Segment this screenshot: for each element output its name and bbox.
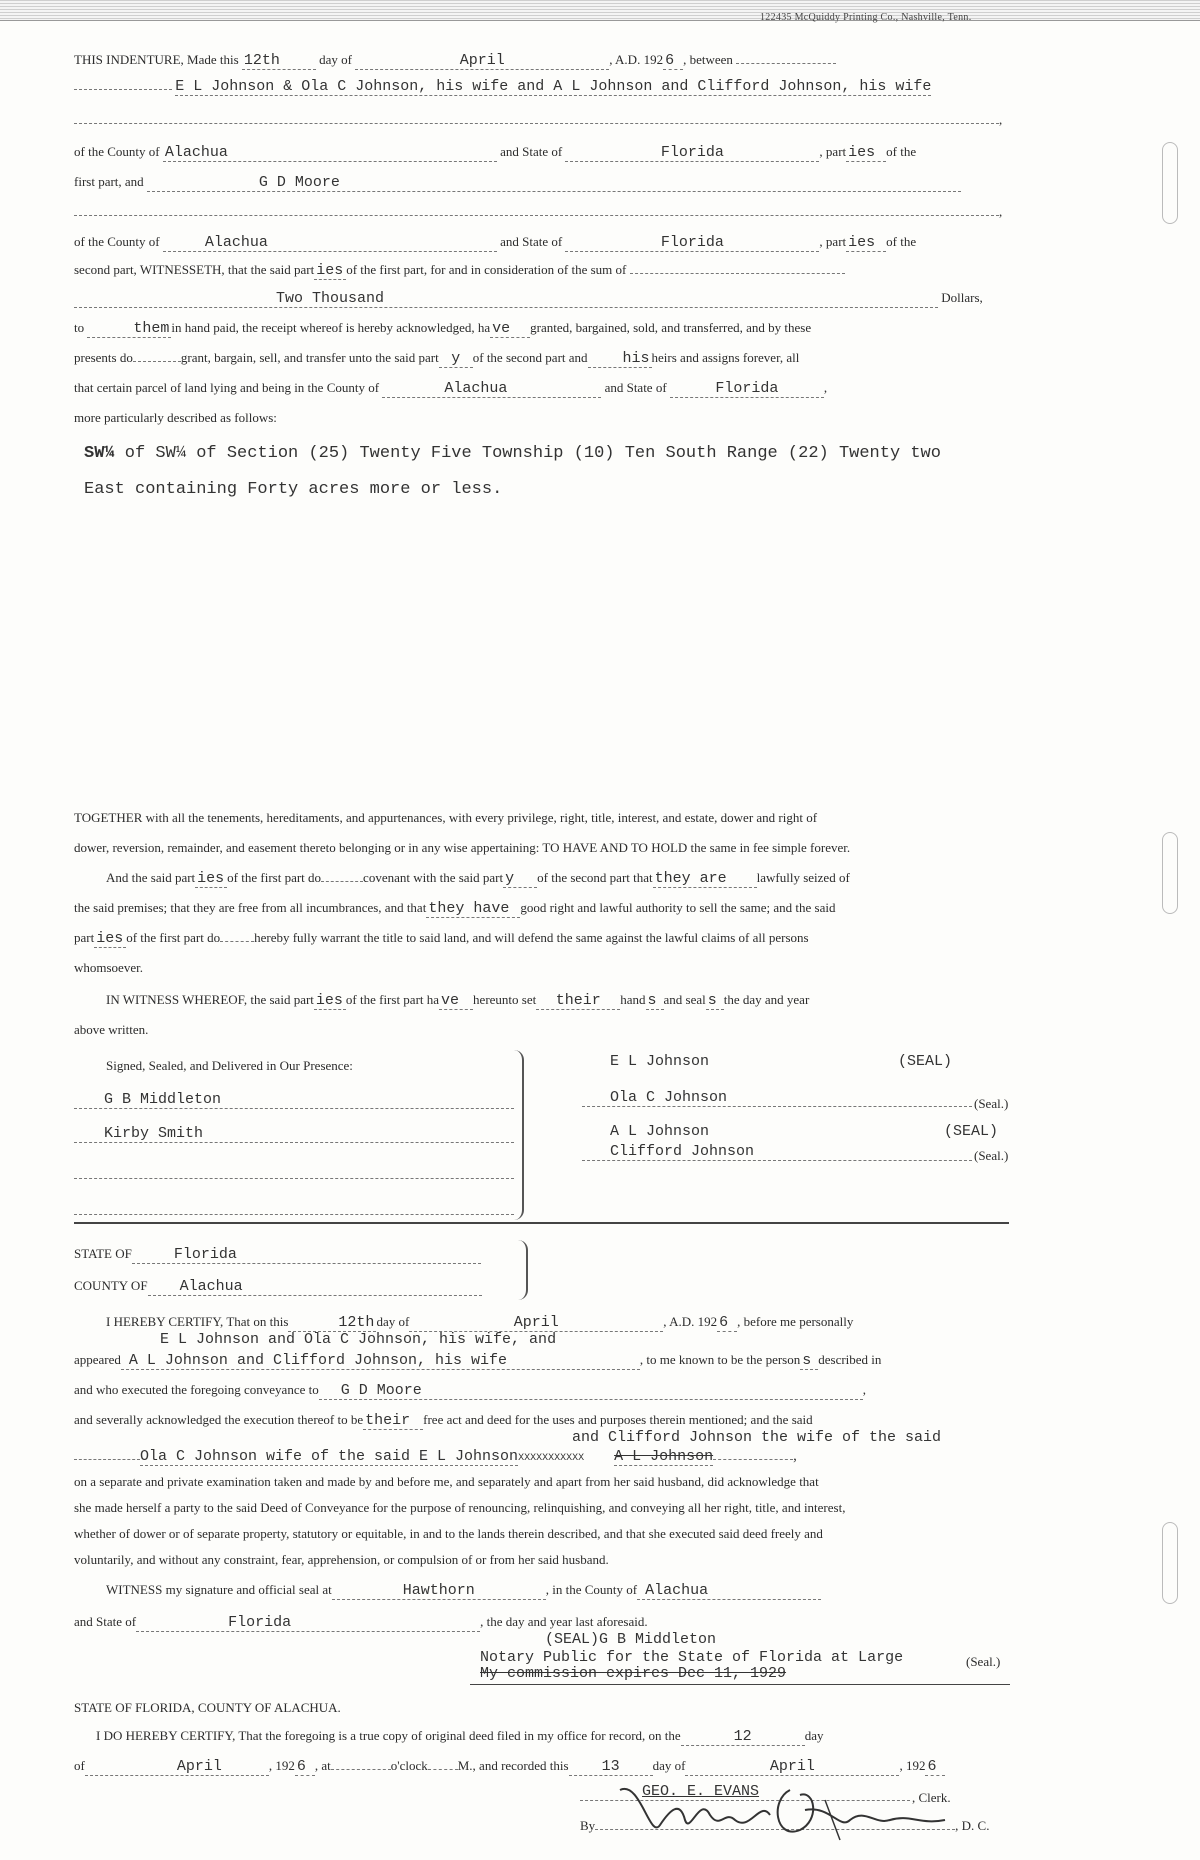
notary-seal: (Seal.): [966, 1654, 1001, 1669]
in-witness-line: IN WITNESS WHEREOF, the said part ies of the first part ha ve hereunto set their hand s and seal s the day and year: [106, 992, 810, 1009]
consideration-sum: Two Thousand: [74, 291, 938, 308]
recording-certify-line: I DO HEREBY CERTIFY, That the foregoing is a true copy of original deed filed in my office for record, on the 12 day: [96, 1728, 824, 1745]
covenant-line-3: part ies of the first part do hereby fully warrant the title to said land, and will defend the same against the lawful claims of all persons: [74, 930, 809, 947]
covenant-line-1: And the said part ies of the first part do covenant with the said part y of the second part that they are lawfully seized of: [106, 870, 850, 887]
deputy-line: By , D. C.: [580, 1818, 990, 1833]
binder-hole-mark: [1162, 832, 1178, 914]
indenture-line-11: presents do grant, bargain, sell, and transfer unto the said part y of the second part and his heirs and assigns forever, all: [74, 350, 800, 367]
notary-rule: [470, 1684, 1010, 1685]
covenant-line-4: whomsoever.: [74, 960, 143, 975]
indenture-line-12: that certain parcel of land lying and being in the County of Alachua and State of Florida ,: [74, 380, 828, 397]
ack-state: STATE OF Florida: [74, 1246, 514, 1264]
legal-description-line-1: SW¼ of SW¼ of Section (25) Twenty Five Township (10) Ten South Range (22) Twenty two: [84, 444, 941, 463]
indenture-line-3: ,: [74, 112, 1009, 128]
state-second-party: Florida: [565, 235, 819, 252]
grantor-signature-4: Clifford Johnson: [582, 1144, 972, 1161]
grantor-signature-3: A L Johnson: [610, 1123, 710, 1140]
indenture-year: 6: [663, 53, 683, 70]
ack-separate-4: voluntarily, and without any constraint, fear, apprehension, or compulsion of or from her said husband.: [74, 1552, 609, 1567]
covenant-line-2: the said premises; that they are free from all incumbrances, and that they have good right and lawful authority to sell the same; and the said: [74, 900, 836, 917]
ack-separate-3: whether of dower or of separate property, statutory or equitable, in and to the lands therein described, and that she executed said deed freely and: [74, 1526, 823, 1541]
ack-appeared-typed-1: E L Johnson and Ola C Johnson, his wife, and: [160, 1331, 557, 1348]
venue-brace: [512, 1240, 528, 1300]
witness-signature-2: Kirby Smith: [74, 1126, 514, 1143]
notary-name: (SEAL)G B Middleton: [545, 1631, 717, 1648]
legal-description: [84, 436, 1004, 508]
indenture-line-8: second part, WITNESSETH, that the said part ies of the first part, for and in consideration of the sum of: [74, 262, 1009, 280]
ack-witness-line: WITNESS my signature and official seal at Hawthorn , in the County of Alachua: [74, 1582, 1009, 1600]
ack-executed-line: and who executed the foregoing conveyance to G D Moore ,: [74, 1382, 866, 1399]
ack-certify-line: I HEREBY CERTIFY, That on this 12th day of April , A.D. 192 6 , before me personally: [106, 1314, 854, 1331]
printer-imprint: 122435 McQuiddy Printing Co., Nashville, Tenn.: [760, 12, 972, 23]
binder-hole-mark: [1162, 142, 1178, 224]
clerk-name: GEO. E. EVANS: [580, 1784, 910, 1801]
recording-heading: STATE OF FLORIDA, COUNTY OF ALACHUA.: [74, 1700, 341, 1715]
section-divider: [74, 1222, 1009, 1224]
indenture-line-2: [74, 78, 1009, 95]
ack-separate-1: on a separate and private examination taken and made by and before me, and separately and apart from her said husband, did acknowledge that: [74, 1474, 819, 1489]
grantee-name: G D Moore: [147, 175, 961, 192]
indenture-month: April: [355, 53, 609, 70]
state-first-party: Florida: [565, 145, 819, 162]
grantor-seal-4: (Seal.): [974, 1148, 1009, 1163]
witness-signature-1: G B Middleton: [74, 1092, 514, 1109]
notary-commission: My commission expires Dec 11, 1929: [480, 1665, 787, 1682]
indenture-line-7: of the County of Alachua and State of Florida , part ies of the: [74, 234, 917, 251]
indenture-line-9: Two Thousand Dollars,: [74, 290, 1009, 308]
clerk-label: , Clerk.: [912, 1790, 951, 1805]
parcel-county: Alachua: [382, 381, 601, 398]
notary-title: Notary Public for the State of Florida at Large: [480, 1649, 904, 1666]
top-border-band: [0, 0, 1200, 21]
indenture-line-4: of the County of Alachua and State of Florida , part ies of the: [74, 144, 917, 161]
grantors-names: E L Johnson & Ola C Johnson, his wife and A L Johnson and Clifford Johnson, his wife: [175, 78, 932, 95]
indenture-line-5: first part, and G D Moore: [74, 174, 1009, 192]
ack-wife-line-top: and Clifford Johnson the wife of the said: [572, 1429, 942, 1446]
grantor-seal-1: (SEAL): [898, 1053, 953, 1070]
together-line-1: TOGETHER with all the tenements, hereditaments, and appurtenances, with every privilege, right, title, interest, and estate, dower and right of: [74, 810, 818, 825]
grantor-signature-2: Ola C Johnson: [582, 1090, 972, 1107]
ack-appeared-line: appeared A L Johnson and Clifford Johnson, his wife , to me known to be the person s described in: [74, 1352, 882, 1369]
ack-county: COUNTY OF Alachua: [74, 1278, 514, 1296]
indenture-line-13: more particularly described as follows:: [74, 410, 277, 425]
indenture-line-1: THIS INDENTURE, Made this 12th day of April , A.D. 192 6 , between: [74, 52, 1009, 70]
presence-label: Signed, Sealed, and Delivered in Our Presence:: [106, 1058, 353, 1073]
county-first-party: Alachua: [163, 145, 497, 162]
ack-severally-line: and severally acknowledged the execution thereof to be their free act and deed for the uses and purposes therein mentioned; and the said: [74, 1412, 813, 1429]
together-line-2: dower, reversion, remainder, and easement thereto belonging or in any wise appertaining: TO HAVE AND TO HOLD the same in fee simple forever.: [74, 840, 851, 855]
grantor-seal-2: (Seal.): [974, 1096, 1009, 1111]
binder-hole-mark: [1162, 1522, 1178, 1604]
ack-wife-line: Ola C Johnson wife of the said E L JohnsonXXXXXXXXXXX A L Johnson ,: [74, 1448, 1009, 1467]
grantor-seal-3: (SEAL): [944, 1123, 999, 1140]
indenture-day: 12th: [242, 53, 316, 70]
legal-description-line-2: East containing Forty acres more or less.: [84, 480, 503, 499]
witness-signature-line-blank: [74, 1198, 514, 1215]
parcel-state: Florida: [670, 381, 824, 398]
deputy-clerk-signature: [600, 1770, 980, 1850]
indenture-line-6: ,: [74, 204, 1009, 220]
grantor-signature-1: E L Johnson: [610, 1053, 710, 1070]
recording-date-line: of April , 192 6 , at o'clock M., and recorded this 13 day of April , 192 6: [74, 1758, 1009, 1776]
indenture-line-10: to them in hand paid, the receipt whereof is hereby acknowledged, ha ve granted, bargained, sold, and transferred, and by these: [74, 320, 812, 337]
witness-signature-line-blank: [74, 1162, 514, 1179]
ack-separate-2: she made herself a party to the said Deed of Conveyance for the purpose of renouncing, relinquishing, and conveying all her right, title, and interest,: [74, 1500, 846, 1515]
county-second-party: Alachua: [163, 235, 497, 252]
above-written: above written.: [74, 1022, 149, 1037]
signature-brace: [508, 1050, 524, 1220]
ack-and-state-line: and State of Florida , the day and year last aforesaid.: [74, 1614, 648, 1631]
